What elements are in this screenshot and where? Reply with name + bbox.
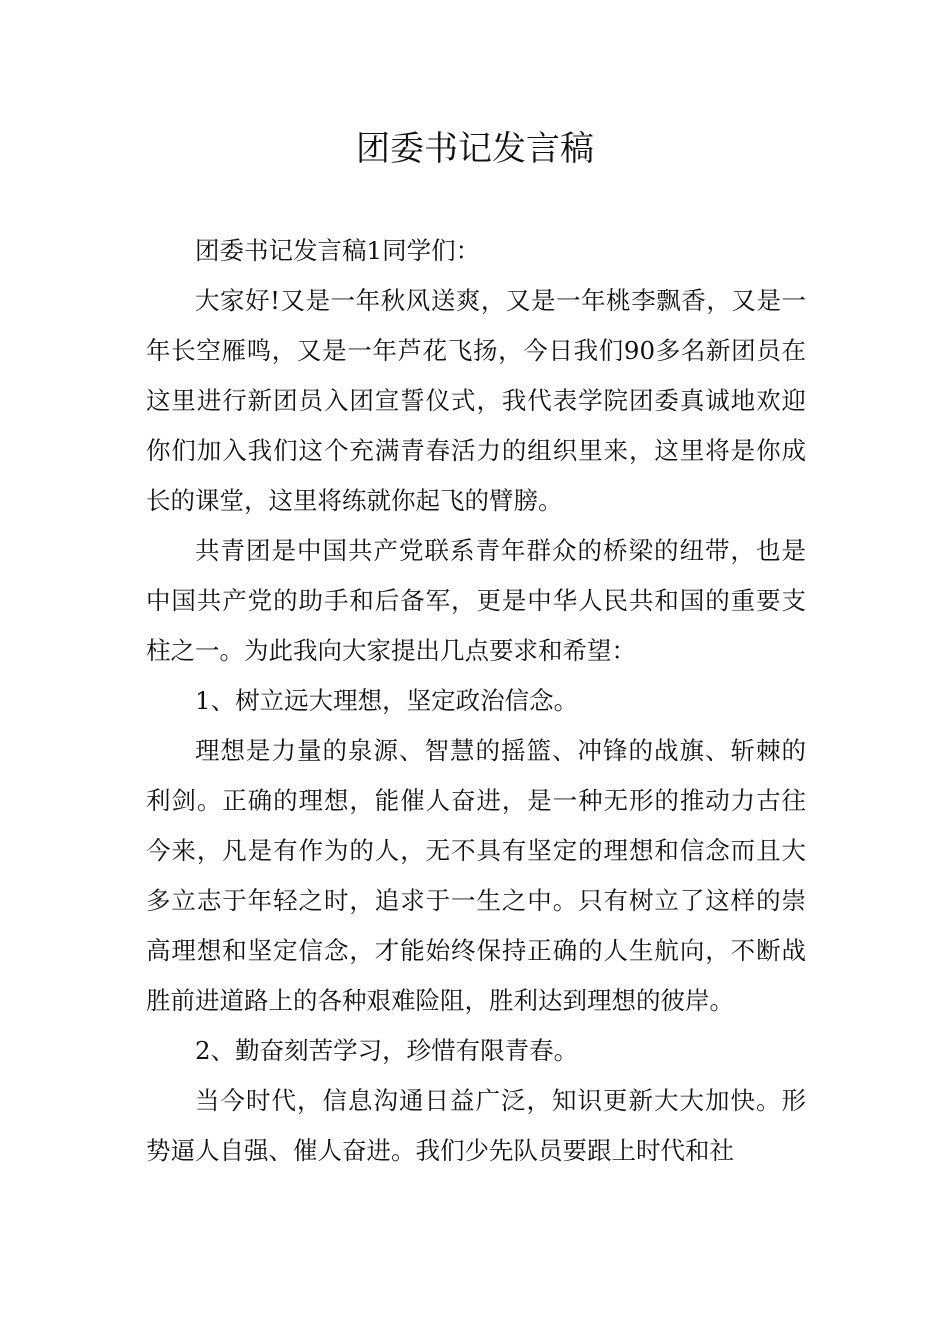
- paragraph-point-2-heading: 2、勤奋刻苦学习，珍惜有限青春。: [195, 1036, 579, 1065]
- paragraph-welcome: 大家好!又是一年秋风送爽，又是一年桃李飘香，又是一年长空雁鸣，又是一年芦花飞扬，今日我们90多名新团员在这里进行新团员入团宣誓仪式，我代表学院团委真诚地欢迎你们加入我们这个充满青春活力的组织里来，这里将是你成长的课堂，这里将练就你起飞的臂膀。: [146, 286, 806, 515]
- document-title: 团委书记发言稿: [356, 129, 594, 169]
- paragraph-point-1-body: 理想是力量的泉源、智慧的摇篮、冲锋的战旗、斩棘的利剑。正确的理想，能催人奋进，是一种无形的推动力古往今来，凡是有作为的人，无不具有坚定的理想和信念而且大多立志于年轻之时，追求于一生之中。只有树立了这样的崇高理想和坚定信念，才能始终保持正确的人生航向，不断战胜前进道路上的各种艰难险阻，胜利达到理想的彼岸。: [146, 736, 806, 1015]
- document-body: [146, 226, 806, 1176]
- paragraph-point-1-heading: 1、树立远大理想，坚定政治信念。: [195, 686, 579, 715]
- paragraph-league-intro: 共青团是中国共产党联系青年群众的桥梁的纽带，也是中国共产党的助手和后备军，更是中华人民共和国的重要支柱之一。为此我向大家提出几点要求和希望：: [146, 536, 806, 665]
- paragraph-point-2-body: 当今时代，信息沟通日益广泛，知识更新大大加快。形势逼人自强、催人奋进。我们少先队员要跟上时代和社: [146, 1086, 806, 1165]
- paragraph-greeting: 团委书记发言稿1同学们：: [195, 236, 481, 265]
